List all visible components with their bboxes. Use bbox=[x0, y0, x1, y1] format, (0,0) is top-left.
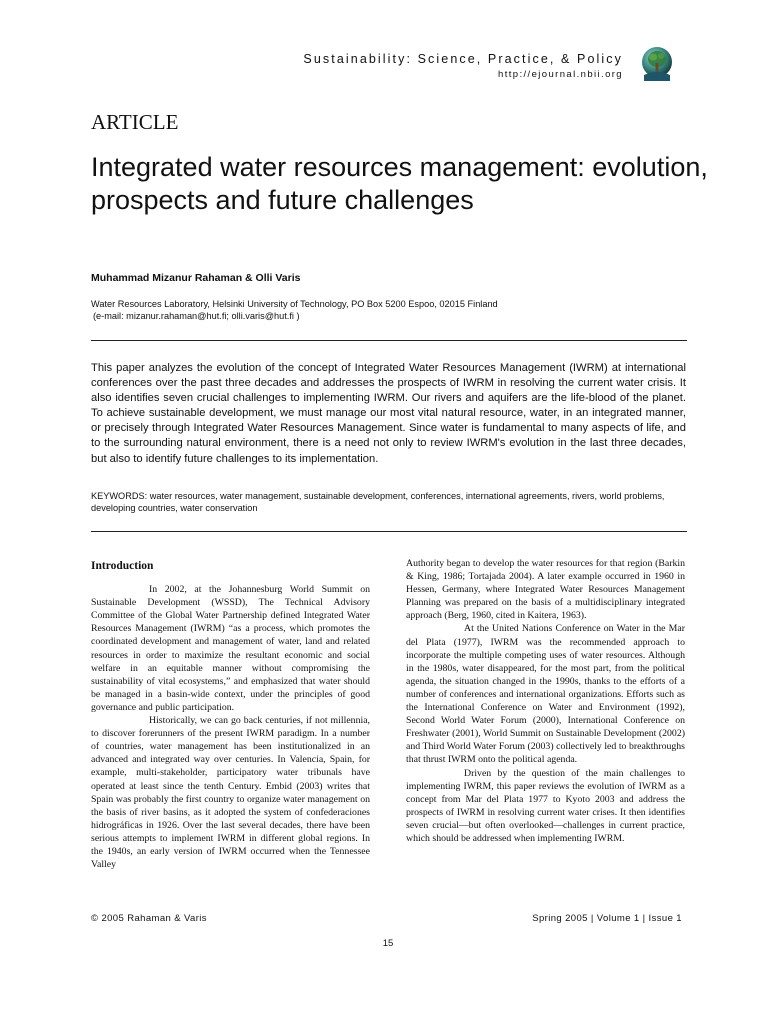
introduction-heading: Introduction bbox=[91, 560, 154, 572]
body-paragraph: At the United Nations Conference on Water in the Mar del Plata (1977), IWRM was the recommended approach to incorporate the multiple competing uses of water resources. Although in the 1980s, water disappeared, for the most part, from the political agenda, the situation changed in the 1990s, thanks to the efforts of a number of conferences and international organizations. Efforts such as the International Conference on Water and Environment (1992), Second World Water Forum (2000), International Conference on Freshwater (2001), World Summit on Sustainable Development (2002) and Third World Water Forum (2003) collectively led to breakthroughs that thrust IWRM onto the political agenda. bbox=[406, 623, 685, 766]
abstract: This paper analyzes the evolution of the concept of Integrated Water Resources Management (IWRM) at international conferences over the past three decades and addresses the prospects of IWRM in resolving the current water crisis. It also identifies seven crucial challenges to implementing IWRM. Our rivers and aquifers are the life-blood of the planet. To achieve sustainable development, we must manage our most vital natural resource, water, in an integrated manner, or precisely through Integrated Water Resources Management. Since water is fundamental to many aspects of life, and to the surrounding natural environment, there is a need not only to review IWRM's evolution in the last three decades, but also to identify future challenges to its implementation. bbox=[91, 362, 686, 465]
page-number: 15 bbox=[382, 938, 394, 949]
affiliation-email: (e-mail: mizanur.rahaman@hut.fi; olli.varis@hut.fi ) bbox=[93, 311, 300, 321]
affiliation bbox=[91, 298, 498, 322]
right-column bbox=[406, 557, 685, 845]
copyright: © 2005 Rahaman & Varis bbox=[91, 913, 207, 924]
journal-url[interactable]: http://ejournal.nbii.org bbox=[498, 69, 623, 80]
issue-info: Spring 2005 | Volume 1 | Issue 1 bbox=[532, 913, 682, 924]
body-paragraph: In 2002, at the Johannesburg World Summit on Sustainable Development (WSSD), The Technical Advisory Committee of the Global Water Partnership defined Integrated Water Resources Management (IWRM) “as a process, which promotes the coordinated development and management of water, land and related resources in order to maximize the resultant economic and social welfare in an equitable manner without compromising the sustainability of vital ecosystems,” and emphasized that water should be managed in a basin-wide context, under the principles of good governance and public participation. bbox=[91, 584, 370, 713]
body-paragraph: Authority began to develop the water resources for that region (Barkin & King, 1986; Tortajada 2004). A later example occurred in 1960 in Hessen, Germany, where Integrated Water Resources Management Planning was prepared on the basis of a multidisciplinary integrated approach (Berg, 1960, cited in Kaitera, 1963). bbox=[406, 558, 685, 622]
article-label: ARTICLE bbox=[91, 110, 179, 134]
abstract-top-rule bbox=[91, 340, 687, 341]
globe-tree-logo-icon bbox=[640, 45, 674, 85]
journal-name: Sustainability: Science, Practice, & Policy bbox=[303, 52, 623, 66]
affiliation-address: Water Resources Laboratory, Helsinki University of Technology, PO Box 5200 Espoo, 02015 Finland bbox=[91, 299, 498, 309]
body-paragraph: Historically, we can go back centuries, if not millennia, to discover forerunners of the present IWRM paradigm. In a number of countries, water management has been institutionalized in an advanced and integrated way over centuries. In Valencia, Spain, for example, multi-stakeholder, participatory water tribunals have operated at least since the tenth Century. Embid (2003) writes that Spain was probably the first country to organize water management on the basis of river basins, as it adopted the system of confederaciones hidrográficas in 1926. Over the last several decades, there have been serious attempts to implement IWRM in different global regions. In the 1940s, an early version of IWRM occurred when the Tennessee Valley bbox=[91, 715, 370, 871]
body-paragraph: Driven by the question of the main challenges to implementing IWRM, this paper reviews the evolution of IWRM as a concept from Mar del Plata 1977 to Kyoto 2003 and address the prospects of IWRM in resolving current water crises. It then identifies seven crucial—but often overlooked—challenges in current practice, which should be addressed when implementing IWRM. bbox=[406, 767, 685, 844]
abstract-bottom-rule bbox=[91, 531, 687, 532]
left-column bbox=[91, 557, 370, 871]
authors: Muhammad Mizanur Rahaman & Olli Varis bbox=[91, 272, 301, 284]
keywords: KEYWORDS: water resources, water management, sustainable development, conferences, international agreements, rivers, world problems, developing countries, water conservation bbox=[91, 491, 665, 513]
article-title: Integrated water resources management: evolution, prospects and future challenges bbox=[91, 152, 708, 215]
